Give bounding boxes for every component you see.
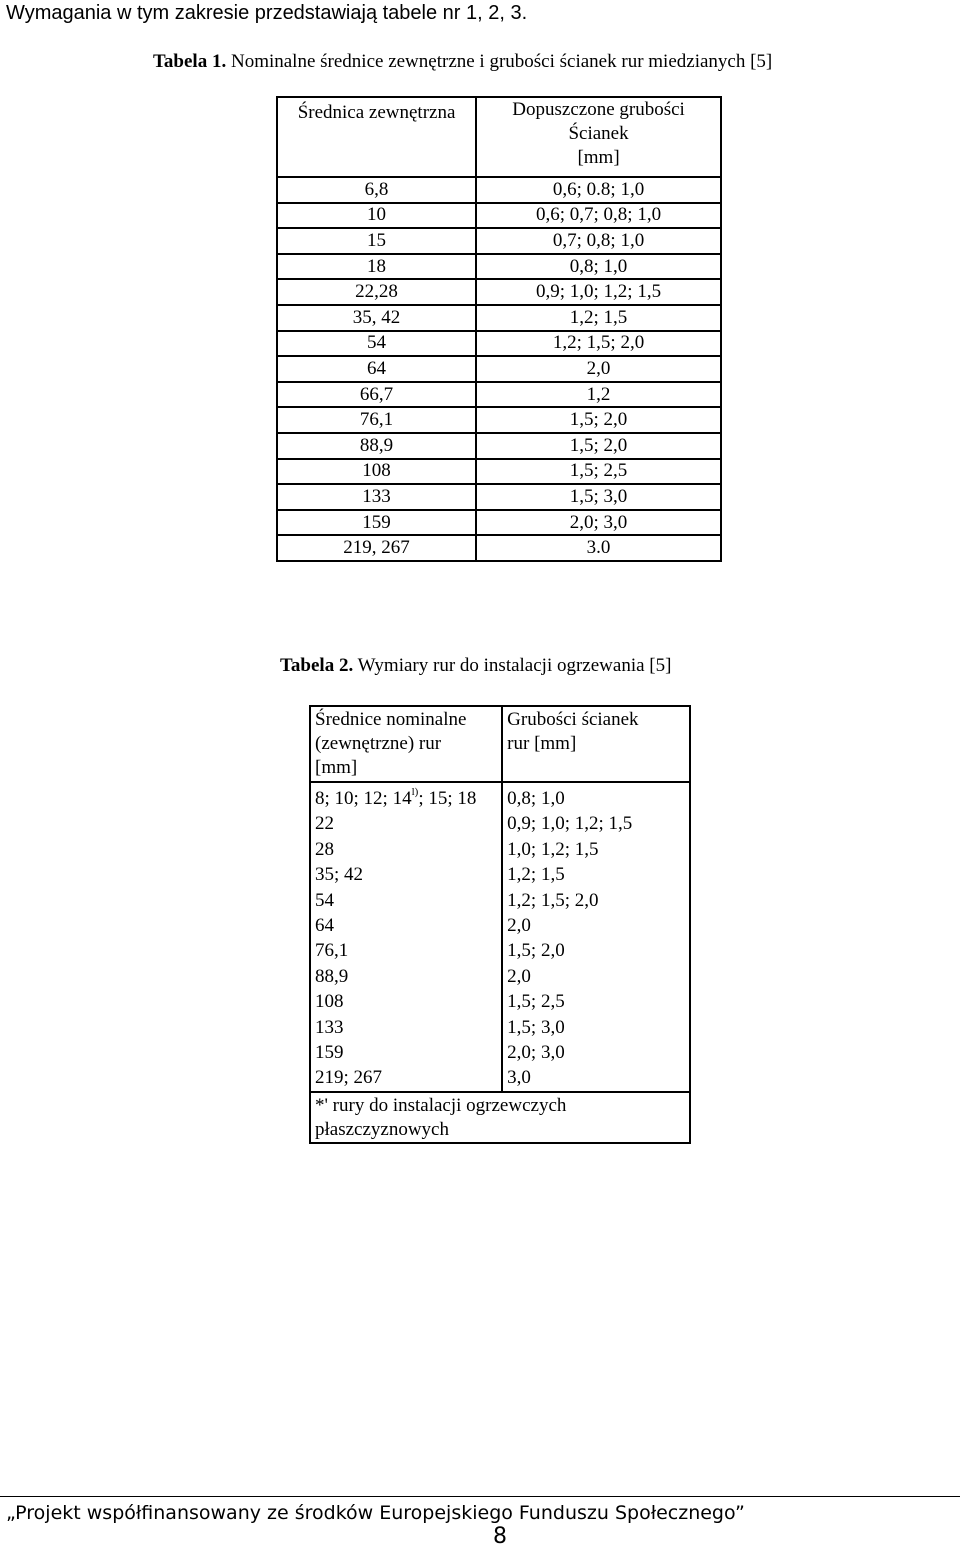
table1-row [277,407,721,433]
table1-diameter-cell: 108 [277,459,476,485]
table1-thickness-cell: 2,0 [476,356,721,382]
table1-header-thickness-line: Ścianek [568,123,629,144]
table1-thickness-cell: 0,6; 0,7; 0,8; 1,0 [476,203,721,229]
table1-diameter-cell: 18 [277,254,476,280]
table1-row [277,433,721,459]
table1-diameter-cell: 54 [277,331,476,357]
table2-diameter-cell: 88,9 [315,965,349,987]
table2-thickness-cell: 2,0 [507,965,531,987]
page-number: 8 [493,1524,507,1549]
table1-row [277,305,721,331]
footer-project-note: „Projekt współfinansowany ze środków Europejskiego Funduszu Społecznego” [6,1502,745,1524]
table2-diameter-cell: 28 [315,838,334,860]
table2-footnote-line: *' rury do instalacji ogrzewczych [315,1094,567,1116]
footer-divider [0,1496,960,1497]
table1-row [277,177,721,203]
table1-diameter-cell: 15 [277,228,476,254]
table2-data-row [310,782,690,1092]
table1-thickness-cell: 0,6; 0.8; 1,0 [476,177,721,203]
table2-thickness-list [502,782,690,1092]
table2-header-diameter-line: Średnice nominalne [315,709,467,730]
table1-thickness-cell: 0,7; 0,8; 1,0 [476,228,721,254]
table2-diameter-cell: 22 [315,813,334,835]
table1-row [277,279,721,305]
table1-thickness-cell: 1,2 [476,382,721,408]
table2-footnote-row [310,1092,690,1143]
table2-diameter-cell: 35; 42 [315,864,364,886]
table2-thickness-cell: 0,9; 1,0; 1,2; 1,5 [507,813,633,835]
table1-thickness-cell: 0,8; 1,0 [476,254,721,280]
table2-label: Tabela 2. [280,655,354,676]
table1-row [277,254,721,280]
table1-caption [153,50,772,74]
table2-heating-pipe-dimensions [309,705,691,1144]
table1-thickness-cell: 0,9; 1,0; 1,2; 1,5 [476,279,721,305]
table2-thickness-cell: 3,0 [507,1067,531,1089]
table1-row [277,356,721,382]
table2-diameter-cell: 54 [315,889,334,911]
table2-diameter-cell: 108 [315,991,344,1013]
table1-row [277,484,721,510]
table2-footnote [310,1092,690,1143]
table1-diameter-cell: 159 [277,510,476,536]
table2-diameter-cell: 64 [315,914,334,936]
table2-footnote-line: płaszczyznowych [315,1118,449,1140]
table1-thickness-cell: 1,5; 2,0 [476,407,721,433]
table1-body [277,177,721,561]
table1-thickness-cell: 1,2; 1,5; 2,0 [476,331,721,357]
table1-diameter-cell: 88,9 [277,433,476,459]
table1-row [277,203,721,229]
table2-thickness-cell: 1,5; 3,0 [507,1016,565,1038]
table1-label: Tabela 1. [153,51,227,72]
intro-paragraph: Wymagania w tym zakresie przedstawiają tabele nr 1, 2, 3. [6,2,528,24]
table2-header-diameter-line: [mm] [315,757,358,778]
table2-header-thickness [502,706,690,782]
table1-header-thickness-line: [mm] [577,147,620,168]
table1-diameter-cell: 219, 267 [277,535,476,561]
table2-diameter-cell [315,786,501,811]
table2-diameter-cell: 159 [315,1041,344,1063]
table1-diameter-cell: 22,28 [277,279,476,305]
table2-header-row [310,706,690,782]
table1-diameter-cell: 66,7 [277,382,476,408]
footnote-marker: l) [411,785,419,798]
table1-thickness-cell: 1,5; 2,0 [476,433,721,459]
table2-diameter-cell: 76,1 [315,940,349,962]
table1-row [277,535,721,561]
table1-header-row [277,97,721,177]
table2-thickness-cell: 1,0; 1,2; 1,5 [507,838,599,860]
table2-header-thickness-line: rur [mm] [507,733,577,754]
table1-row [277,331,721,357]
table1-diameter-cell: 76,1 [277,407,476,433]
table1-copper-pipe-dimensions [276,96,722,562]
table1-caption-text: Nominalne średnice zewnętrzne i grubości ścianek rur miedzianych [5] [226,51,773,72]
table1-thickness-cell: 3.0 [476,535,721,561]
table1-row [277,510,721,536]
table2-header-thickness-line: Grubości ścianek [507,709,639,730]
table1-header-diameter: Średnica zewnętrzna [277,97,476,177]
table1-diameter-cell: 10 [277,203,476,229]
table2-caption-text: Wymiary rur do instalacji ogrzewania [5] [353,655,672,676]
table2-thickness-cell: 1,2; 1,5 [507,864,565,886]
table1-diameter-cell: 133 [277,484,476,510]
table1-row [277,228,721,254]
table1-diameter-cell: 64 [277,356,476,382]
table2-diameter-part: 8; 10; 12; 14 [315,788,412,809]
table2-thickness-cell: 2,0; 3,0 [507,1041,565,1063]
table2-header-diameter-line: (zewnętrzne) rur [315,733,442,754]
table1-row [277,382,721,408]
table1-diameter-cell: 6,8 [277,177,476,203]
table1-thickness-cell: 1,2; 1,5 [476,305,721,331]
table2-thickness-cell: 1,5; 2,5 [507,991,565,1013]
table2-thickness-cell: 2,0 [507,914,531,936]
table1-thickness-cell: 1,5; 3,0 [476,484,721,510]
table2-diameter-list [310,782,502,1092]
table2-thickness-cell: 1,2; 1,5; 2,0 [507,889,599,911]
table1-thickness-cell: 2,0; 3,0 [476,510,721,536]
table2-header-diameter [310,706,502,782]
table1-row [277,459,721,485]
table2-diameter-cell: 133 [315,1016,344,1038]
table2-diameter-cell: 219; 267 [315,1067,383,1089]
table2-caption [280,654,671,678]
table2-diameter-part: ; 15; 18 [418,788,477,809]
table1-diameter-cell: 35, 42 [277,305,476,331]
table2-thickness-cell: 0,8; 1,0 [507,788,565,809]
table1-header-thickness [476,97,721,177]
table1-thickness-cell: 1,5; 2,5 [476,459,721,485]
table1-header-thickness-line: Dopuszczone grubości [512,99,685,120]
table2-thickness-cell: 1,5; 2,0 [507,940,565,962]
